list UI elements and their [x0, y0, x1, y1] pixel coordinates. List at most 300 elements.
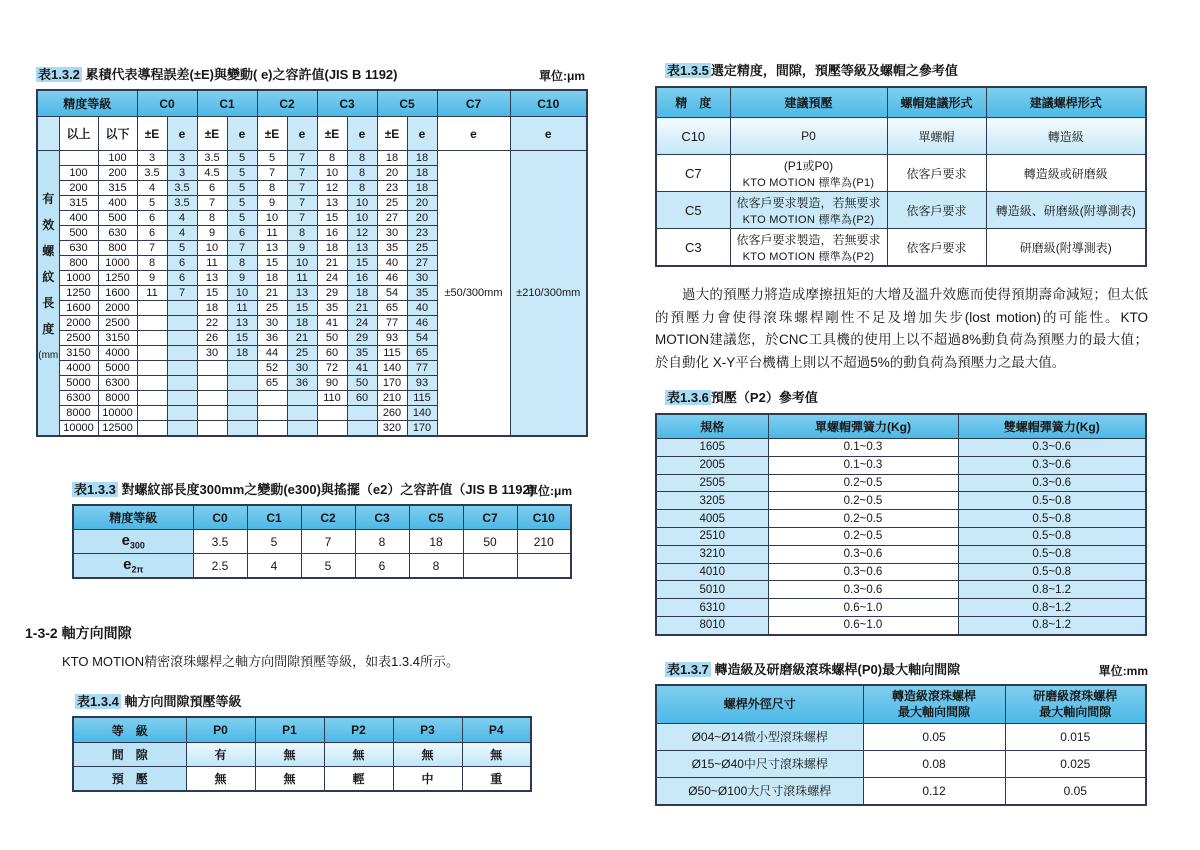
cell: [167, 361, 197, 376]
table-1-3-3-title: 對螺紋部長度300mm之變動(e300)與搖擺（e2）之容許值（JIS B 1192): [117, 482, 535, 497]
cell: 依客戶要求: [887, 192, 986, 229]
cell: [137, 346, 167, 361]
cell: 3.5: [197, 151, 227, 166]
cell: 6: [227, 226, 257, 241]
table-row: [656, 456, 1146, 474]
cell: 2000: [59, 316, 98, 331]
cell: ±50/300mm: [437, 151, 510, 437]
table-row: [656, 87, 1146, 118]
cell: [197, 376, 227, 391]
cell: 100: [59, 166, 98, 181]
cell: 0.08: [863, 750, 1005, 777]
symbol-subscript: 2π: [131, 564, 144, 575]
cell: 170: [377, 376, 407, 391]
cell: 9: [137, 271, 167, 286]
cell: [317, 406, 347, 421]
header-cell: 以上: [59, 117, 98, 151]
cell: 6: [137, 226, 167, 241]
cell: 15: [317, 211, 347, 226]
table-body: [37, 151, 587, 437]
cell: 10: [227, 286, 257, 301]
cell: 170: [407, 421, 437, 437]
cell: [257, 391, 287, 406]
cell: 35: [407, 286, 437, 301]
cell: 依客戶要求: [887, 155, 986, 192]
cell: 30: [407, 271, 437, 286]
cell: 4: [247, 554, 301, 579]
cell: 41: [347, 361, 377, 376]
header-cell: C1: [197, 90, 257, 117]
cell: 7: [287, 166, 317, 181]
cell: 21: [347, 301, 377, 316]
cell: 10: [347, 211, 377, 226]
cell: 3: [167, 166, 197, 181]
cell-line: KTO MOTION 標準為(P2): [742, 213, 875, 226]
cell: 5010: [656, 581, 768, 599]
cell: 315: [59, 196, 98, 211]
cell: 10: [317, 166, 347, 181]
table-1-3-3-title-row: [72, 481, 580, 498]
cell: 3.5: [167, 181, 197, 196]
table-1-3-7: [655, 684, 1147, 806]
header-cell: e: [167, 117, 197, 151]
cell: 8000: [98, 391, 137, 406]
cell: 18: [377, 151, 407, 166]
cell: 630: [98, 226, 137, 241]
section-body-text: KTO MOTION精密滾珠螺桿之軸方向間隙預壓等級，如表1.3.4所示。: [62, 654, 460, 669]
cell: C3: [656, 229, 730, 267]
cell: 0.3~0.6: [958, 474, 1146, 492]
header-cell: 精度等級: [37, 90, 137, 117]
table-1-3-7-unit-label: 單位:mm: [1098, 663, 1148, 678]
cell: 18: [227, 346, 257, 361]
cell: [197, 391, 227, 406]
cell: 6: [355, 554, 409, 579]
cell: [137, 421, 167, 437]
header-cell: 單螺帽彈簧力(Kg): [768, 414, 958, 439]
preload-paragraph: 過大的預壓力將造成摩擦扭矩的大增及溫升效應而使得預期壽命減短；但太低的預壓力會使得滾珠螺桿剛性不足及增加失步(lost motion)的可能性。KTO MOTION建議您，於CNC工具機的使用上以不超過8%動負荷為預壓力的最大值；於自動化 X-Y平台機構上則以不超過5%的動負荷為預壓力之最大值。: [655, 287, 1148, 370]
header-cell: e: [227, 117, 257, 151]
header-cell: C2: [257, 90, 317, 117]
cell: 有: [186, 743, 255, 767]
cell: 中: [393, 767, 462, 792]
cell: 9: [287, 241, 317, 256]
cell: 4.5: [197, 166, 227, 181]
table-1-3-7-title-tag: 表1.3.7: [667, 661, 709, 677]
cell: 0.3~0.6: [768, 563, 958, 581]
table-body: [656, 439, 1146, 635]
cell: 5000: [59, 376, 98, 391]
cell: 1250: [98, 271, 137, 286]
table-row: [73, 554, 571, 579]
cell: 13: [317, 196, 347, 211]
cell: 35: [347, 346, 377, 361]
cell: [137, 316, 167, 331]
header-cell: [1005, 685, 1146, 724]
cell: [227, 361, 257, 376]
cell: 0.5~0.8: [958, 492, 1146, 510]
table-1-3-6-title-row: [665, 389, 1150, 406]
cell: 0.025: [1005, 750, 1146, 777]
side-label-char: 螺: [42, 244, 55, 258]
cell: [137, 301, 167, 316]
cell: 0.8~1.2: [958, 616, 1146, 634]
cell: 0.1~0.3: [768, 456, 958, 474]
table-row: [656, 685, 1146, 724]
cell: [257, 406, 287, 421]
table-row: [656, 777, 1146, 805]
cell: 41: [317, 316, 347, 331]
cell: 65: [257, 376, 287, 391]
cell: 8: [137, 256, 167, 271]
cell: 16: [347, 271, 377, 286]
cell: 12500: [98, 421, 137, 437]
cell: 0.8~1.2: [958, 599, 1146, 617]
cell: 8: [347, 151, 377, 166]
cell: [167, 301, 197, 316]
cell: 13: [257, 241, 287, 256]
cell: 0.3~0.6: [768, 545, 958, 563]
cell: 500: [98, 211, 137, 226]
cell: 200: [98, 166, 137, 181]
cell: 轉造級、研磨級(附導測表): [986, 192, 1146, 229]
cell: 0.05: [1005, 777, 1146, 805]
table-row: [656, 581, 1146, 599]
table-head: [73, 505, 571, 530]
header-cell: 規格: [656, 414, 768, 439]
cell: 5: [167, 241, 197, 256]
cell: 260: [377, 406, 407, 421]
cell: 0.3~0.6: [768, 581, 958, 599]
cell: 315: [98, 181, 137, 196]
cell: 36: [287, 376, 317, 391]
cell: 2.5: [193, 554, 247, 579]
cell: 77: [377, 316, 407, 331]
cell: 8: [347, 166, 377, 181]
cell: 4010: [656, 563, 768, 581]
cell: [197, 361, 227, 376]
cell: [227, 376, 257, 391]
cell: 30: [197, 346, 227, 361]
header-cell: 螺帽建議形式: [887, 87, 986, 118]
cell: 46: [407, 316, 437, 331]
cell: 0.6~1.0: [768, 599, 958, 617]
cell: 無: [462, 743, 531, 767]
cell: [137, 406, 167, 421]
header-cell: C5: [377, 90, 437, 117]
cell: 5: [227, 151, 257, 166]
cell: 1000: [98, 256, 137, 271]
cell-line: 依客戶要求製造，若無要求: [736, 232, 881, 247]
cell: 50: [463, 530, 517, 554]
cell: C10: [656, 118, 730, 155]
cell: 18: [257, 271, 287, 286]
cell: [730, 192, 887, 229]
left-column: [25, 0, 600, 792]
cell: [167, 406, 197, 421]
cell: 18: [407, 181, 437, 196]
cell: 8: [287, 226, 317, 241]
cell: [227, 406, 257, 421]
table-1-3-3: [72, 504, 572, 579]
cell: Ø15~Ø40中尺寸滾珠螺桿: [656, 750, 863, 777]
cell: 110: [317, 391, 347, 406]
table-1-3-2-title-row: [36, 66, 585, 83]
table-1-3-2-title: 累積代表導程誤差(±E)與變動( e)之容許值(JIS B 1192): [81, 67, 398, 82]
header-cell: 等 級: [73, 717, 186, 743]
cell: [257, 421, 287, 437]
cell: 25: [287, 346, 317, 361]
cell: 10: [347, 196, 377, 211]
cell: 0.5~0.8: [958, 527, 1146, 545]
cell: 0.2~0.5: [768, 474, 958, 492]
cell: 依客戶要求: [887, 229, 986, 267]
cell: 400: [98, 196, 137, 211]
cell: 5: [227, 166, 257, 181]
cell: 26: [197, 331, 227, 346]
cell: 9: [197, 226, 227, 241]
header-cell: e: [510, 117, 587, 151]
cell: 4: [137, 181, 167, 196]
cell: 3210: [656, 545, 768, 563]
side-label-char: 長: [42, 296, 55, 310]
table-head: [37, 90, 587, 151]
cell: 4000: [59, 361, 98, 376]
cell: 50: [317, 331, 347, 346]
cell: [463, 554, 517, 579]
cell: 100: [98, 151, 137, 166]
cell: 4: [167, 211, 197, 226]
table-row: [656, 414, 1146, 439]
right-column: [655, 0, 1150, 806]
table-1-3-6-title-tag: 表1.3.6: [667, 390, 709, 405]
cell: 0.2~0.5: [768, 527, 958, 545]
cell: 1605: [656, 439, 768, 457]
cell: 0.6~1.0: [768, 616, 958, 634]
cell: [167, 421, 197, 437]
cell: 7: [301, 530, 355, 554]
cell: 5: [257, 151, 287, 166]
cell: 研磨級(附導測表): [986, 229, 1146, 267]
cell: 8: [347, 181, 377, 196]
table-1-3-7-title: 轉造級及研磨級滾珠螺桿(P0)最大軸向間隙: [710, 661, 961, 677]
header-cell: e: [437, 117, 510, 151]
cell: 44: [257, 346, 287, 361]
header-cell: P2: [324, 717, 393, 743]
cell: Ø04~Ø14微小型滾珠螺桿: [656, 723, 863, 750]
cell: [137, 376, 167, 391]
cell: 7: [167, 286, 197, 301]
cell: [167, 376, 197, 391]
cell: 7: [287, 151, 317, 166]
cell: 20: [377, 166, 407, 181]
cell: 21: [317, 256, 347, 271]
cell: 0.2~0.5: [768, 510, 958, 528]
cell: [137, 391, 167, 406]
cell: 1600: [59, 301, 98, 316]
header-cell: 精度等級: [73, 505, 193, 530]
cell: 0.5~0.8: [958, 510, 1146, 528]
table-1-3-5: [655, 86, 1147, 267]
cell: 40: [377, 256, 407, 271]
cell: 13: [227, 316, 257, 331]
cell: 23: [377, 181, 407, 196]
cell: 2505: [656, 474, 768, 492]
cell: 210: [517, 530, 571, 554]
cell: Ø50~Ø100大尺寸滾珠螺桿: [656, 777, 863, 805]
side-label: [38, 151, 59, 362]
cell: 24: [317, 271, 347, 286]
table-row: [73, 505, 571, 530]
cell: 20: [407, 196, 437, 211]
cell: 4005: [656, 510, 768, 528]
header-cell: C1: [247, 505, 301, 530]
cell: 30: [257, 316, 287, 331]
cell: 2500: [59, 331, 98, 346]
cell: 1000: [59, 271, 98, 286]
cell: 115: [377, 346, 407, 361]
symbol-subscript: 300: [129, 540, 145, 551]
table-1-3-4-title-row: [75, 693, 600, 710]
cell: 140: [377, 361, 407, 376]
cell: 0.3~0.6: [958, 456, 1146, 474]
cell: 5: [227, 211, 257, 226]
cell: 4000: [98, 346, 137, 361]
header-cell: ±E: [257, 117, 287, 151]
cell: 400: [59, 211, 98, 226]
cell-line: 最大軸向間隙: [1039, 705, 1112, 720]
table-row: [656, 155, 1146, 192]
cell: [317, 421, 347, 437]
cell: 46: [377, 271, 407, 286]
table-row: [656, 192, 1146, 229]
table-body: [656, 723, 1146, 805]
cell: 800: [59, 256, 98, 271]
cell: 單螺帽: [887, 118, 986, 155]
cell: 77: [407, 361, 437, 376]
cell: [73, 530, 193, 554]
header-cell: C0: [193, 505, 247, 530]
cell: 7: [137, 241, 167, 256]
cell: [59, 151, 98, 166]
cell: 7: [227, 241, 257, 256]
cell: 5: [227, 196, 257, 211]
cell: 5: [247, 530, 301, 554]
cell: 6: [167, 271, 197, 286]
cell: P0: [730, 118, 887, 155]
cell: 13: [197, 271, 227, 286]
cell: [137, 331, 167, 346]
cell: 24: [347, 316, 377, 331]
header-cell: e: [347, 117, 377, 151]
table-row: [656, 118, 1146, 155]
cell: 60: [317, 346, 347, 361]
cell: [227, 391, 257, 406]
header-cell: 螺桿外徑尺寸: [656, 685, 863, 724]
header-cell: P1: [255, 717, 324, 743]
cell: 22: [197, 316, 227, 331]
cell: 115: [407, 391, 437, 406]
header-cell: C0: [137, 90, 197, 117]
table-head: [73, 717, 531, 743]
cell: 8000: [59, 406, 98, 421]
cell-line: 依客戶要求製造，若無要求: [736, 195, 881, 210]
cell: 15: [197, 286, 227, 301]
cell: 630: [59, 241, 98, 256]
cell: 1600: [98, 286, 137, 301]
table-row: [73, 767, 531, 792]
cell: 2000: [98, 301, 137, 316]
header-cell: C7: [463, 505, 517, 530]
cell: 6: [197, 181, 227, 196]
cell: 3.5: [137, 166, 167, 181]
cell: 預 壓: [73, 767, 186, 792]
cell: 5: [301, 554, 355, 579]
cell: [517, 554, 571, 579]
cell: [347, 421, 377, 437]
cell: 11: [227, 301, 257, 316]
cell: 8: [317, 151, 347, 166]
cell: 36: [257, 331, 287, 346]
cell: ±210/300mm: [510, 151, 587, 437]
cell: 0.05: [863, 723, 1005, 750]
table-row: [37, 90, 587, 117]
table-head: [656, 414, 1146, 439]
side-label-char: 效: [42, 218, 55, 232]
header-cell: 以下: [98, 117, 137, 151]
cell: 93: [377, 331, 407, 346]
table-body: [73, 743, 531, 792]
header-cell: e: [287, 117, 317, 151]
cell: 6: [137, 211, 167, 226]
cell-line: 最大軸向間隙: [897, 705, 970, 720]
cell: [37, 151, 59, 437]
table-row: [656, 599, 1146, 617]
cell: 7: [257, 166, 287, 181]
header-cell: ±E: [317, 117, 347, 151]
table-head: [656, 87, 1146, 118]
table-row: [656, 229, 1146, 267]
cell: [197, 406, 227, 421]
cell: 輕: [324, 767, 393, 792]
table-row: [656, 563, 1146, 581]
cell: 65: [377, 301, 407, 316]
cell: 11: [197, 256, 227, 271]
cell: 93: [407, 376, 437, 391]
table-row: [37, 117, 587, 151]
table-1-3-6-title: 預壓（P2）參考值: [710, 390, 818, 405]
cell: 9: [227, 271, 257, 286]
cell: 25: [407, 241, 437, 256]
header-cell: [863, 685, 1005, 724]
cell: 18: [407, 166, 437, 181]
cell: 140: [407, 406, 437, 421]
cell: 10000: [59, 421, 98, 437]
cell: 9: [257, 196, 287, 211]
header-cell: [37, 117, 59, 151]
cell: 18: [197, 301, 227, 316]
cell: 65: [407, 346, 437, 361]
cell: [167, 391, 197, 406]
cell: 無: [324, 743, 393, 767]
cell: 10000: [98, 406, 137, 421]
header-cell: 建議螺桿形式: [986, 87, 1146, 118]
cell: 15: [347, 256, 377, 271]
section-heading: 1-3-2 軸方向間隙: [25, 625, 132, 641]
cell: 18: [347, 286, 377, 301]
cell: 2500: [98, 316, 137, 331]
table-1-3-5-title-tag: 表1.3.5: [667, 63, 709, 78]
